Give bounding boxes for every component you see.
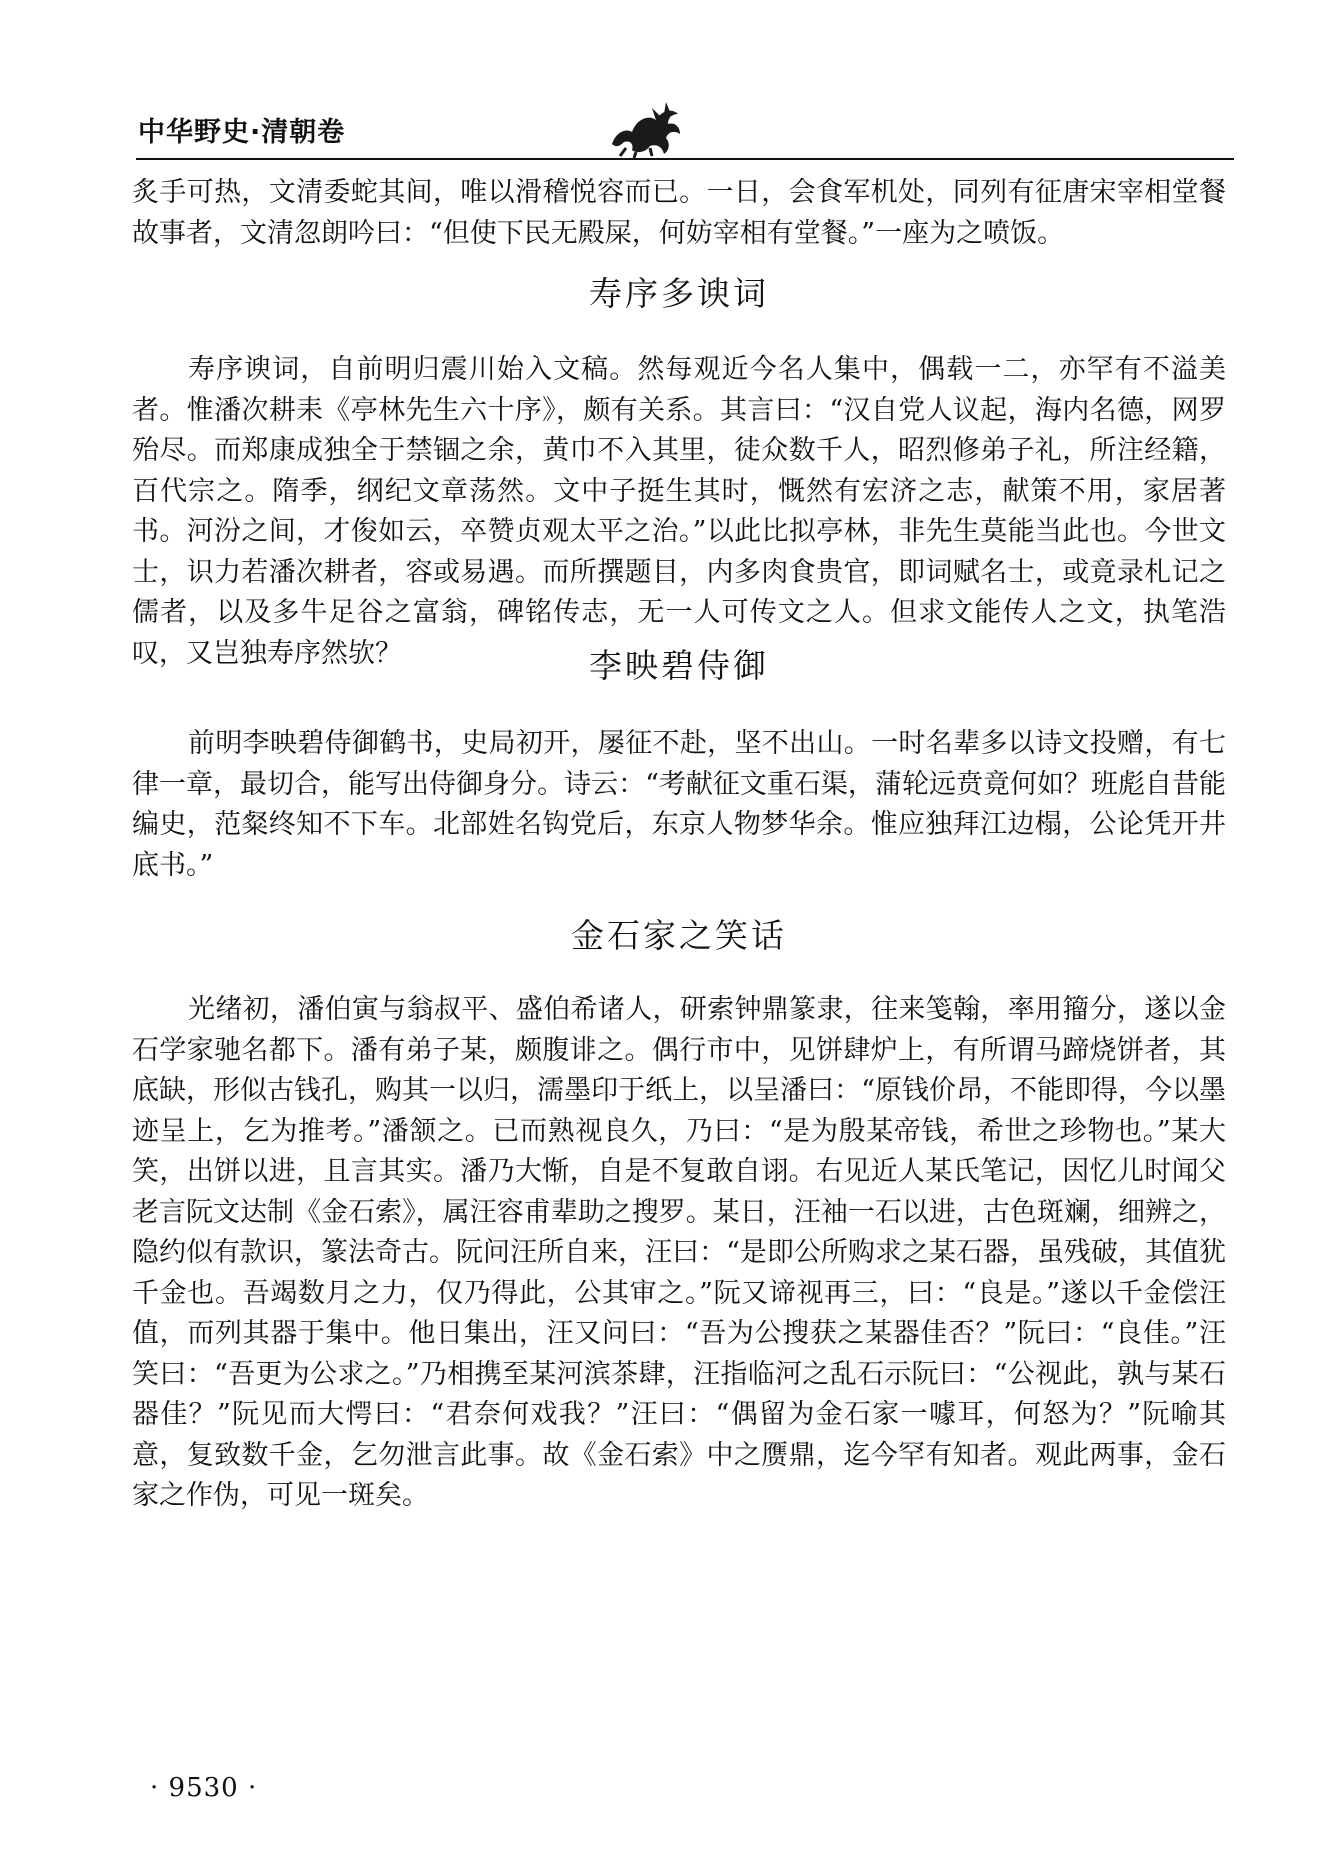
header-rule: [136, 158, 1234, 160]
section-body-shouxu: 寿序谀词，自前明归震川始入文稿。然每观近今名人集中，偶载一二，亦罕有不溢美者。惟潘次耕耒《亭林先生六十序》，颇有关系。其言曰：“汉自党人议起，海内名德，网罗殆尽。而郑康成独全于禁锢之余，黄巾不入其里，徒众数千人，昭烈修弟子礼，所注经籍，百代宗之。隋季，纲纪文章荡然。文中子挺生其时，慨然有宏济之志，献策不用，家居著书。河汾之间，才俊如云，卒赞贞观太平之治。”以此比拟亭林，非先生莫能当此也。今世文士，识力若潘次耕者，容或易遇。而所撰题目，内多肉食贵官，即词赋名士，或竟录札记之儒者，以及多牛足谷之富翁，碑铭传志，无一人可传文之人。但求文能传人之文，执笔浩叹，又岂独寿序然欤？: [132, 354, 1226, 669]
dragon-emblem-icon: [606, 98, 686, 158]
section-body-jinshijia: 光绪初，潘伯寅与翁叔平、盛伯希诸人，研索钟鼎篆隶，往来笺翰，率用籀分，遂以金石学家驰名都下。潘有弟子某，颇腹诽之。偶行市中，见饼肆炉上，有所谓马蹄烧饼者，其底缺，形似古钱孔，购其一以归，濡墨印于纸上，以呈潘曰：“原钱价昂，不能即得，今以墨迹呈上，乞为推考。”潘颔之。已而熟视良久，乃曰：“是为殷某帝钱，希世之珍物也。”某大笑，出饼以进，且言其实。潘乃大惭，自是不复敢自诩。右见近人某氏笔记，因忆儿时闻父老言阮文达制《金石索》，属汪容甫辈助之搜罗。某日，汪袖一石以进，古色斑斓，细辨之，隐约似有款识，篆法奇古。阮问汪所自来，汪曰：“是即公所购求之某石器，虽残破，其值犹千金也。吾竭数月之力，仅乃得此，公其审之。”阮又谛视再三，曰：“良是。”遂以千金偿汪值，而列其器于集中。他日集出，汪又问曰：“吾为公搜获之某器佳否？”阮曰：“良佳。”汪笑曰：“吾更为公求之。”乃相携至某河滨茶肆，汪指临河之乱石示阮曰：“公视此，孰与某石器佳？”阮见而大愕曰：“君奈何戏我？”汪曰：“偶留为金石家一噱耳，何怒为？”阮喻其意，复致数千金，乞勿泄言此事。故《金石索》中之赝鼎，迄今罕有知者。观此两事，金石家之作伪，可见一斑矣。: [132, 994, 1226, 1511]
section-heading-li-yingbi: 李映碧侍御: [589, 646, 769, 685]
page-header: [136, 100, 1236, 160]
section-body-li-yingbi: 前明李映碧侍御鹤书，史局初开，屡征不赴，坚不出山。一时名辈多以诗文投赠，有七律一章，最切合，能写出侍御身分。诗云：“考献征文重石渠，蒲轮远贲竟何如？班彪自昔能编史，范粲终知不下车。北部姓名钩党后，东京人物梦华余。惟应独拜江边榻，公论凭开井底书。”: [132, 728, 1226, 881]
running-title: 中华野史·清朝卷: [138, 117, 346, 148]
section-heading-jinshijia: 金石家之笑话: [571, 916, 787, 955]
page-number: · 9530 ·: [150, 1773, 258, 1803]
continued-paragraph: 炙手可热，文清委蛇其间，唯以滑稽悦容而已。一日，会食军机处，同列有征唐宋宰相堂餐故事者，文清忽朗吟曰：“但使下民无殿屎，何妨宰相有堂餐。”一座为之喷饭。: [132, 177, 1226, 249]
section-heading-shouxu: 寿序多谀词: [589, 274, 769, 313]
